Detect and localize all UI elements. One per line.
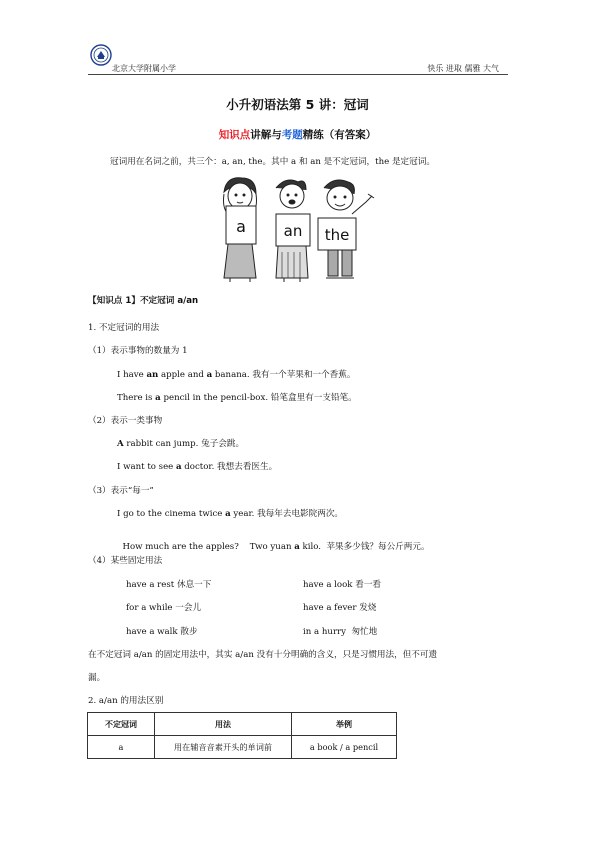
school-name: 北京大学附属小学 (112, 64, 176, 73)
usage-heading: 1. 不定冠词的用法 (88, 323, 160, 333)
usage2-label: （2）表示一类事物 (88, 416, 163, 426)
phrase-1-right: have a look 看一看 (303, 580, 382, 590)
usage2-example-1: A rabbit can jump. 兔子会跳。 (117, 439, 245, 449)
table-header-cell: 不定冠词 (88, 713, 155, 736)
usage2-example-2: I want to see a doctor. 我想去看医生。 (117, 462, 278, 472)
usage-table (87, 712, 397, 759)
subtitle-part-explain: 讲解与 (250, 129, 282, 141)
subtitle-part-knowledge: 知识点 (218, 129, 251, 141)
kids-holding-signs-illustration (216, 174, 382, 284)
phrase-3-right: in a hurry 匆忙地 (303, 627, 378, 637)
subtitle-part-exam: 考题 (281, 129, 303, 141)
table-cell: 用在辅音音素开头的单词前 (155, 736, 292, 759)
page-title: 小升初语法第 5 讲：冠词 (226, 97, 369, 112)
usage3-example-1: I go to the cinema twice a year. 我每年去电影院两次。 (117, 509, 344, 519)
usage3-label: （3）表示“每一” (88, 486, 154, 496)
table-cell: a (88, 736, 155, 759)
phrase-1-left: have a rest 休息一下 (126, 580, 212, 590)
note-line-2: 漏。 (88, 673, 106, 683)
section-heading-prefix: 【知识点 1】 (88, 296, 140, 306)
table-header-cell: 举例 (292, 713, 397, 736)
phrase-3-left: have a walk 散步 (126, 627, 198, 637)
table-header-row (88, 713, 397, 736)
intro-paragraph: 冠词用在名词之前，共三个：a, an, the。其中 a 和 an 是不定冠词，the 是定冠词。 (110, 157, 435, 167)
table-heading: 2. a/an 的用法区别 (88, 696, 164, 706)
note-line-1: 在不定冠词 a/an 的固定用法中，其实 a/an 没有十分明确的含义，只是习惯用法，但不可遗 (88, 650, 438, 660)
usage1-label: （1）表示事物的数量为 1 (88, 346, 188, 356)
table-cell: a book / a pencil (292, 736, 397, 759)
page-subtitle (0, 127, 595, 142)
school-logo (90, 44, 112, 66)
usage1-example-2: There is a pencil in the pencil-box. 铅笔盒里有一支铅笔。 (117, 393, 357, 403)
phrase-2-left: for a while 一会儿 (126, 603, 202, 613)
school-motto: 快乐 进取 儒雅 大气 (427, 64, 499, 73)
usage1-example-1: I have an apple and a banana. 我有一个苹果和一个香蕉。 (117, 370, 356, 380)
sign-the-label: the (324, 226, 350, 244)
section-heading-text: 不定冠词 a/an (139, 296, 199, 306)
sign-an-label: an (283, 222, 303, 240)
section-heading (88, 294, 198, 306)
phrase-2-right: have a fever 发烧 (303, 603, 377, 613)
sign-a-label: a (236, 217, 246, 236)
subtitle-part-practice: 精练（有答案） (302, 129, 377, 141)
table-row (88, 736, 397, 759)
header-rule (88, 74, 508, 75)
table-header-cell: 用法 (155, 713, 292, 736)
usage4-label: （4）某些固定用法 (88, 556, 163, 566)
usage3-example-2: How much are the apples? Two yuan a kilo. 苹果多少钱？每公斤两元。 (122, 542, 430, 552)
